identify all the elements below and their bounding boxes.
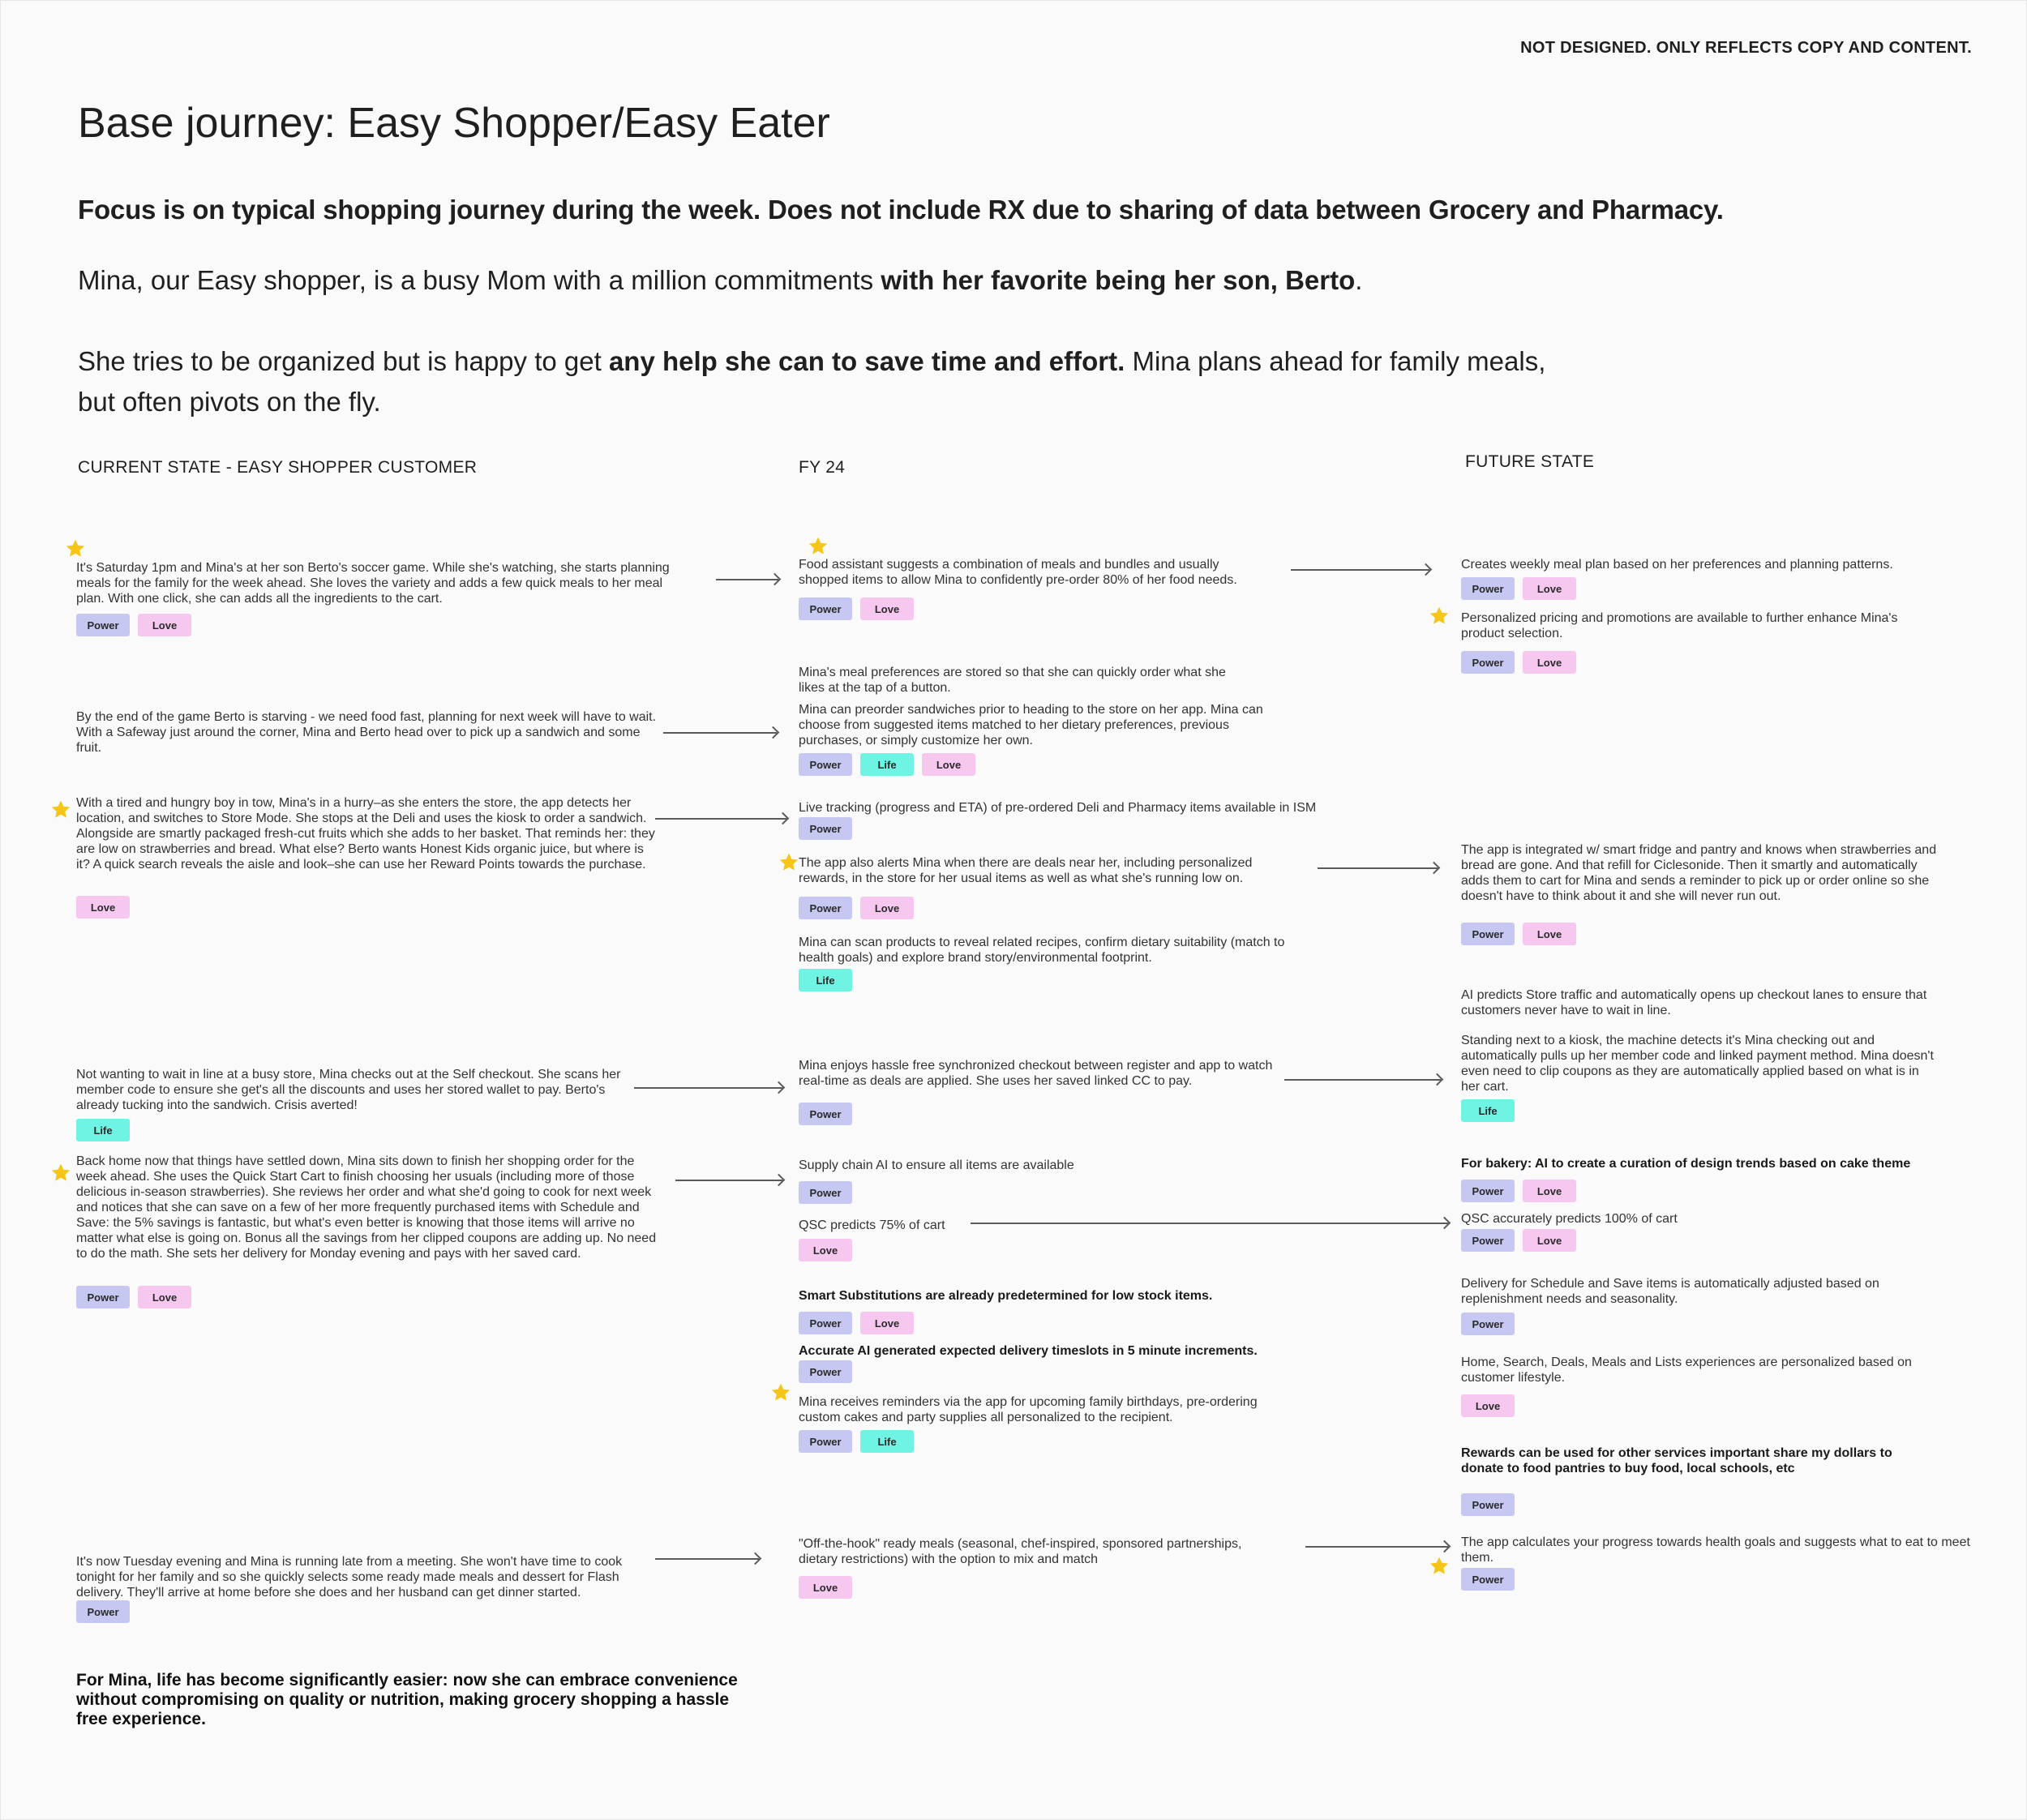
- current-card-text: Not wanting to wait in line at a busy store, Mina checks out at the Self checkout. She scans her member code to ensure she get's all the discounts and uses her stored wallet to pay. Berto's already tucking into the sandwich. Crisis averted!: [76, 1068, 621, 1112]
- star-icon: [778, 852, 799, 873]
- future-card-tags: [1461, 1180, 1576, 1202]
- current-card-tags: [76, 1600, 130, 1623]
- tag-love: Love: [799, 1576, 852, 1599]
- fy24-card-tags: [799, 597, 914, 620]
- current-card-text: By the end of the game Berto is starving - we need food fast, planning for next week will have to wait. With a Safeway just around the corner, Mina and Berto head over to pick up a sandwich and some fruit.: [76, 710, 657, 755]
- current-card-text: Back home now that things have settled down, Mina sits down to finish her shopping order for the week ahead. She uses the Quick Start Cart to finish choosing her usuals (including more of those delicious in-season strawberries). She reviews her order and what she'd going to cook for next week and notices that she can save on a few of her more frequently purchased items with Schedule and Save: the 5% savings is fantastic, but what's even better is knowing that those items will arrive no matter what else is going on. Bonus all the savings from her clipped coupons are adding up. No need to do the math. She sets her delivery for Monday evening and pays with her saved card.: [76, 1154, 657, 1261]
- column-header-current: CURRENT STATE - EASY SHOPPER CUSTOMER: [78, 458, 478, 477]
- fy24-card-text: QSC predicts 75% of cart: [799, 1218, 945, 1232]
- future-card-tags: [1461, 923, 1576, 945]
- tag-power: Power: [799, 817, 852, 840]
- intro-paragraph-1: Mina, our Easy shopper, is a busy Mom with a million commitments with her favorite being her son, Berto.: [78, 265, 1363, 295]
- fy24-card-tags: [799, 1576, 852, 1599]
- flow-arrow: [1291, 569, 1429, 571]
- tag-power: Power: [799, 1360, 852, 1383]
- current-card-tags: [76, 896, 130, 919]
- tag-power: Power: [1461, 651, 1515, 674]
- flow-arrow: [663, 732, 777, 734]
- future-card-tags: [1461, 1099, 1515, 1122]
- fy24-card-tags: [799, 897, 914, 919]
- fy24-card-text: Mina's meal preferences are stored so that she can quickly order what she likes at the tap of a button.: [799, 666, 1226, 695]
- tag-love: Love: [76, 896, 130, 919]
- page-title: Base journey: Easy Shopper/Easy Eater: [78, 100, 830, 147]
- current-card-text: It's Saturday 1pm and Mina's at her son Berto's soccer game. While she's watching, she starts planning meals for the family for the week ahead. She loves the variety and adds a few quick meals to her meal plan. With one click, she can adds all the ingredients to the cart.: [76, 561, 670, 606]
- fy24-card-text: Mina can preorder sandwiches prior to heading to the store on her app. Mina can choose from suggested items matched to her dietary preferences, previous purchases, or simply customize her own.: [799, 703, 1263, 747]
- tag-love: Love: [138, 1286, 191, 1308]
- flow-arrow: [634, 1087, 782, 1089]
- future-card-tags: [1461, 1493, 1515, 1516]
- future-card-text: The app is integrated w/ smart fridge and pantry and knows when strawberries and bread are gone. And that refill for Ciclesonide. Then it smartly and automatically adds them to cart for Mina and sends a reminder to pick up or order online so she doesn't have to think about it and she will never run out.: [1461, 843, 1937, 903]
- fy24-card-text: Food assistant suggests a combination of meals and bundles and usually shopped items to allow Mina to confidently pre-order 80% of her food needs.: [799, 558, 1237, 587]
- star-icon: [1429, 606, 1450, 627]
- flow-arrow: [655, 1558, 759, 1560]
- future-card-text: For bakery: AI to create a curation of design trends based on cake theme: [1461, 1157, 1911, 1171]
- fy24-card-tags: [799, 1103, 852, 1125]
- fy24-card-text: Smart Substitutions are already predetermined for low stock items.: [799, 1289, 1213, 1303]
- tag-power: Power: [1461, 1568, 1515, 1591]
- fy24-card-text: Accurate AI generated expected delivery timeslots in 5 minute increments.: [799, 1344, 1258, 1358]
- fy24-card-tags: [799, 753, 975, 776]
- fy24-card-text: Mina enjoys hassle free synchronized checkout between register and app to watch real-time as deals are applied. She uses her saved linked CC to pay.: [799, 1059, 1273, 1088]
- fy24-card-text: Mina can scan products to reveal related recipes, confirm dietary suitability (match to health goals) and explore brand story/environmental footprint.: [799, 936, 1285, 965]
- current-card-text: It's now Tuesday evening and Mina is running late from a meeting. She won't have time to cook tonight for her family and so she quickly selects some ready made meals and dessert for Flash delivery. They'll arrive at home before she does and her husband can get dinner started.: [76, 1555, 623, 1599]
- tag-power: Power: [799, 1181, 852, 1204]
- current-card-tags: [76, 614, 191, 636]
- future-card-tags: [1461, 1229, 1576, 1252]
- tag-power: Power: [799, 597, 852, 620]
- future-card-tags: [1461, 651, 1576, 674]
- flow-arrow: [1284, 1079, 1441, 1081]
- tag-power: Power: [76, 614, 130, 636]
- tag-love: Love: [1523, 1180, 1576, 1202]
- tag-power: Power: [799, 753, 852, 776]
- tag-love: Love: [860, 1312, 914, 1334]
- star-icon: [50, 1163, 71, 1184]
- fy24-card-tags: [799, 1360, 852, 1383]
- column-header-future: FUTURE STATE: [1465, 452, 1595, 471]
- tag-power: Power: [799, 897, 852, 919]
- tag-power: Power: [1461, 1313, 1515, 1335]
- flow-arrow: [971, 1223, 1448, 1224]
- future-card-text: AI predicts Store traffic and automatically opens up checkout lanes to ensure that customers never have to wait in line.: [1461, 988, 1927, 1017]
- tag-power: Power: [799, 1312, 852, 1334]
- disclaimer-note: NOT DESIGNED. ONLY REFLECTS COPY AND CONTENT.: [1520, 39, 1972, 57]
- flow-arrow: [1305, 1546, 1448, 1548]
- star-icon: [65, 538, 86, 559]
- fy24-card-tags: [799, 1430, 914, 1453]
- tag-power: Power: [799, 1430, 852, 1453]
- fy24-card-text: Mina receives reminders via the app for upcoming family birthdays, pre-ordering custom cakes and party supplies all personalized to the recipient.: [799, 1395, 1258, 1424]
- current-card-tags: [76, 1119, 130, 1141]
- future-card-text: Creates weekly meal plan based on her preferences and planning patterns.: [1461, 558, 1893, 572]
- future-card-tags: [1461, 1394, 1515, 1417]
- tag-love: Love: [860, 597, 914, 620]
- fy24-card-text: Supply chain AI to ensure all items are available: [799, 1158, 1074, 1172]
- tag-life: Life: [860, 753, 914, 776]
- star-icon: [1429, 1556, 1450, 1577]
- tag-love: Love: [799, 1239, 852, 1261]
- tag-power: Power: [1461, 1180, 1515, 1202]
- future-card-text: The app calculates your progress towards health goals and suggests what to eat to meet them.: [1461, 1535, 1970, 1565]
- tag-power: Power: [1461, 1493, 1515, 1516]
- tag-love: Love: [1523, 577, 1576, 600]
- fy24-card-tags: [799, 1312, 914, 1334]
- tag-love: Love: [1523, 1229, 1576, 1252]
- tag-power: Power: [1461, 1229, 1515, 1252]
- intro-paragraph-2: She tries to be organized but is happy to get any help she can to save time and effort. Mina plans ahead for family meals, but often pivots on the fly.: [78, 346, 1546, 417]
- future-card-tags: [1461, 1313, 1515, 1335]
- column-header-fy24: FY 24: [799, 458, 846, 477]
- star-icon: [770, 1382, 791, 1403]
- tag-love: Love: [860, 897, 914, 919]
- tag-love: Love: [1523, 651, 1576, 674]
- tag-love: Love: [1461, 1394, 1515, 1417]
- future-card-text: Standing next to a kiosk, the machine detects it's Mina checking out and automatically pulls up her member code and linked payment method. Mina doesn't even need to clip coupons as they are automatically applied based on what is in her cart.: [1461, 1034, 1934, 1094]
- tag-love: Love: [922, 753, 975, 776]
- tag-love: Love: [1523, 923, 1576, 945]
- future-card-text: QSC accurately predicts 100% of cart: [1461, 1212, 1678, 1226]
- flow-arrow: [1318, 867, 1438, 869]
- fy24-card-tags: [799, 1181, 852, 1204]
- star-icon: [808, 536, 829, 557]
- future-card-text: Personalized pricing and promotions are available to further enhance Mina's product selection.: [1461, 611, 1898, 640]
- star-icon: [50, 799, 71, 820]
- tag-life: Life: [799, 969, 852, 991]
- current-card-tags: [76, 1286, 191, 1308]
- tag-power: Power: [76, 1286, 130, 1308]
- tag-life: Life: [860, 1430, 914, 1453]
- fy24-card-text: Live tracking (progress and ETA) of pre-ordered Deli and Pharmacy items available in ISM: [799, 801, 1317, 815]
- current-card-text: With a tired and hungry boy in tow, Mina's in a hurry–as she enters the store, the app detects her location, and switches to Store Mode. She stops at the Deli and uses the kiosk to order a sandwich. Alongside are smartly packaged fresh-cut fruits which she adds to her basket. That reminds her: they are low on strawberries and bread. What else? Berto wants Honest Kids organic juice, but where is it? A quick search reveals the aisle and look–she can use her Reward Points towards the purchase.: [76, 796, 655, 871]
- fy24-card-text: "Off-the-hook" ready meals (seasonal, chef-inspired, sponsored partnerships, dietary restrictions) with the option to mix and match: [799, 1537, 1242, 1566]
- flow-arrow: [716, 579, 778, 580]
- future-card-text: Rewards can be used for other services important share my dollars to donate to food pantries to buy food, local schools, etc: [1461, 1446, 1892, 1475]
- tag-power: Power: [799, 1103, 852, 1125]
- future-card-tags: [1461, 1568, 1515, 1591]
- future-card-text: Delivery for Schedule and Save items is automatically adjusted based on replenishment needs and seasonality.: [1461, 1277, 1879, 1306]
- tag-power: Power: [1461, 577, 1515, 600]
- fy24-card-tags: [799, 817, 852, 840]
- tag-love: Love: [138, 614, 191, 636]
- fy24-card-tags: [799, 1239, 852, 1261]
- tag-life: Life: [1461, 1099, 1515, 1122]
- tag-life: Life: [76, 1119, 130, 1141]
- closing-statement: For Mina, life has become significantly easier: now she can embrace convenience without compromising on quality or nutrition, making grocery shopping a hassle free experience.: [76, 1671, 738, 1728]
- flow-arrow: [675, 1180, 782, 1181]
- tag-power: Power: [76, 1600, 130, 1623]
- future-card-text: Home, Search, Deals, Meals and Lists experiences are personalized based on customer lifestyle.: [1461, 1355, 1912, 1385]
- flow-arrow: [655, 818, 786, 820]
- tag-power: Power: [1461, 923, 1515, 945]
- fy24-card-tags: [799, 969, 852, 991]
- fy24-card-text: The app also alerts Mina when there are deals near her, including personalized rewards, in the store for her usual items as well as what she's running low on.: [799, 856, 1253, 885]
- future-card-tags: [1461, 577, 1576, 600]
- focus-statement: Focus is on typical shopping journey during the week. Does not include RX due to sharing of data between Grocery and Pharmacy.: [78, 195, 1724, 225]
